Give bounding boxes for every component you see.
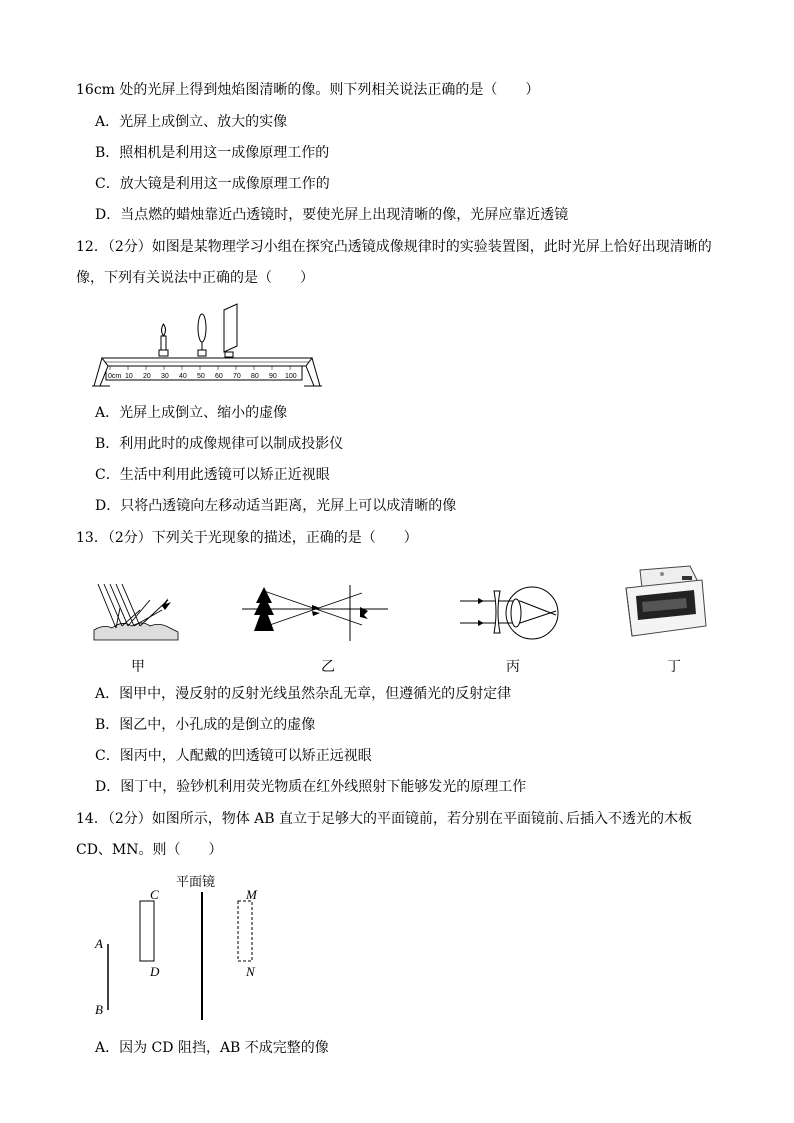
mirror-label: 平面镜	[176, 875, 216, 890]
question-11-continuation: 16cm 处的光屏上得到烛焰图清晰的像。则下列相关说法正确的是（ ）	[76, 82, 540, 98]
ruler-tick: 80	[251, 373, 259, 380]
q13-option-b: B．图乙中，小孔成的是倒立的虚像	[95, 717, 316, 733]
plane-mirror-figure	[90, 868, 280, 1028]
caption-yi: 乙	[321, 659, 335, 675]
label-c: C	[150, 887, 159, 902]
caption-bing: 丙	[506, 659, 520, 675]
label-d: D	[150, 964, 160, 979]
q13-option-c: C．图丙中，人配戴的凹透镜可以矫正远视眼	[95, 748, 372, 764]
q12-stem-line2: 像，下列有关说法中正确的是（ ）	[76, 270, 314, 286]
pinhole-camera-figure	[242, 585, 392, 641]
q14-option-a: A．因为 CD 阻挡，AB 不成完整的像	[95, 1040, 329, 1056]
ruler-tick: 30	[161, 373, 169, 380]
q13-stem: 13．（2分）下列关于光现象的描述，正确的是（ ）	[76, 530, 418, 546]
q12-stem-line1: 12．（2分）如图是某物理学习小组在探究凸透镜成像规律时的实验装置图，此时光屏上恰好出现清晰的	[76, 239, 712, 255]
q12-option-b: B．利用此时的成像规律可以制成投影仪	[95, 436, 344, 452]
ruler-tick: 60	[215, 373, 223, 380]
label-m: M	[246, 887, 257, 902]
q14-stem-line2: CD、MN。则（ ）	[76, 842, 223, 858]
q14-stem-line1: 14．（2分）如图所示，物体 AB 直立于足够大的平面镜前，若分别在平面镜前､后插入不透光的木板	[76, 811, 693, 827]
caption-jia: 甲	[131, 659, 145, 675]
q11-option-b: B．照相机是利用这一成像原理工作的	[95, 145, 330, 161]
ruler-tick: 40	[179, 373, 187, 380]
optical-bench-figure	[92, 300, 322, 392]
ruler-tick: 70	[233, 373, 241, 380]
label-n: N	[246, 964, 255, 979]
q11-option-d: D．当点燃的蜡烛靠近凸透镜时，要使光屏上出现清晰的像，光屏应靠近透镜	[95, 207, 569, 223]
q11-option-c: C．放大镜是利用这一成像原理工作的	[95, 176, 330, 192]
label-a: A	[95, 936, 103, 951]
label-b: B	[95, 1002, 103, 1017]
ruler-tick: 10	[125, 373, 133, 380]
ruler-unit-label: 0cm	[108, 373, 122, 380]
ruler-tick: 100	[285, 373, 297, 380]
q13-option-a: A．图甲中，漫反射的反射光线虽然杂乱无章，但遵循光的反射定律	[95, 686, 512, 702]
ruler-tick: 50	[197, 373, 205, 380]
q12-option-c: C．生活中利用此透镜可以矫正近视眼	[95, 467, 330, 483]
q12-option-a: A．光屏上成倒立、缩小的虚像	[95, 405, 288, 421]
ruler-tick: 20	[143, 373, 151, 380]
q11-option-a: A．光屏上成倒立、放大的实像	[95, 114, 288, 130]
q13-option-d: D．图丁中，验钞机利用荧光物质在红外线照射下能够发光的原理工作	[95, 779, 527, 795]
ruler-tick: 90	[269, 373, 277, 380]
q12-option-d: D．只将凸透镜向左移动适当距离，光屏上可以成清晰的像	[95, 498, 457, 514]
eye-concave-lens-figure	[456, 585, 566, 641]
currency-detector-figure	[622, 562, 708, 640]
caption-ding: 丁	[667, 659, 681, 675]
diffuse-reflection-figure	[92, 580, 182, 642]
